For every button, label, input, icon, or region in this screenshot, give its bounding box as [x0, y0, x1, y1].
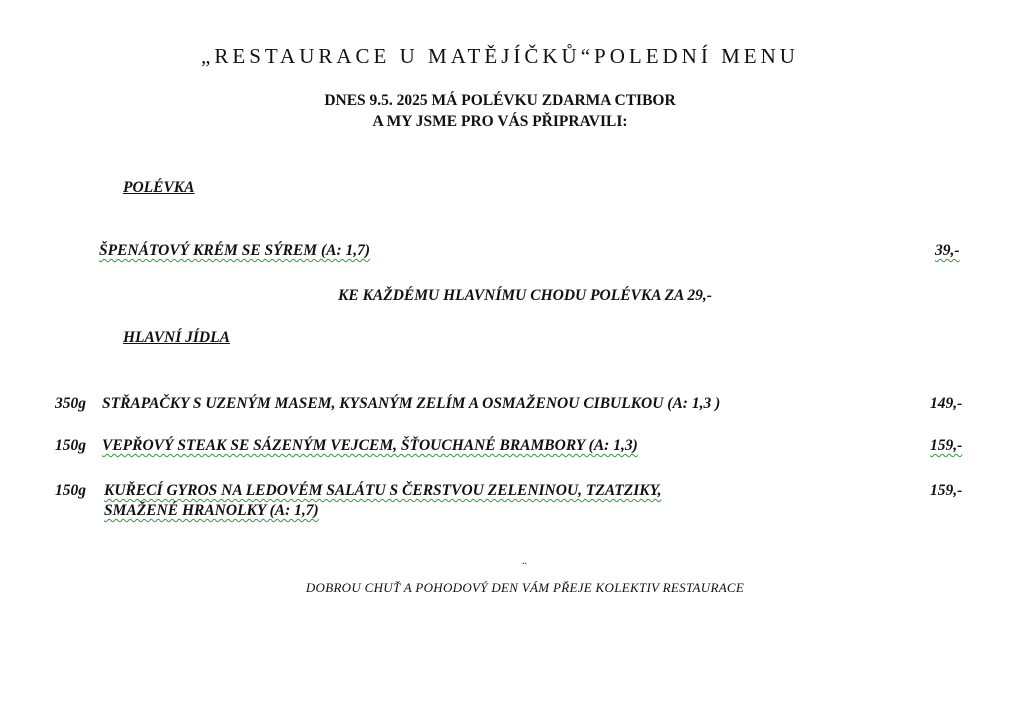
dish-name: STŘAPAČKY S UZENÝM MASEM, KYSANÝM ZELÍM A OSMAŽENOU CIBULKOU (A: 1,3 ): [102, 395, 721, 412]
dish-weight: 150g: [55, 482, 86, 499]
dish-price: 159,-: [930, 482, 963, 499]
footer-greeting: DOBROU CHUŤ A POHODOVÝ DEN VÁM PŘEJE KOLEKTIV RESTAURACE: [305, 580, 745, 595]
soup-note: KE KAŽDÉMU HLAVNÍMU CHODU POLÉVKA ZA 29,-: [338, 287, 712, 304]
intro-line-2: A MY JSME PRO VÁS PŘIPRAVILI:: [372, 113, 628, 130]
paragraph-marker: ..: [522, 556, 527, 567]
dish-name: KUŘECÍ GYROS NA LEDOVÉM SALÁTU S ČERSTVOU ZELENINOU, TZATZIKY,: [104, 482, 662, 499]
dish-name-continued: SMAŽENÉ HRANOLKY (A: 1,7): [104, 502, 319, 519]
dish-name: VEPŘOVÝ STEAK SE SÁZENÝM VEJCEM, ŠŤOUCHANÉ BRAMBORY (A: 1,3): [102, 437, 638, 454]
dish-price: 149,-: [930, 395, 963, 412]
soup-item-name: ŠPENÁTOVÝ KRÉM SE SÝREM (A: 1,7): [99, 242, 371, 259]
soup-heading: POLÉVKA: [123, 179, 195, 196]
dish-price: 159,-: [930, 437, 963, 454]
menu-title: „RESTAURACE U MATĚJÍČKŮ“POLEDNÍ MENU: [201, 44, 799, 68]
soup-item-price: 39,-: [935, 242, 960, 259]
intro-line-1: DNES 9.5. 2025 MÁ POLÉVKU ZDARMA CTIBOR: [324, 92, 676, 109]
main-dishes-heading: HLAVNÍ JÍDLA: [123, 329, 230, 346]
dish-weight: 350g: [55, 395, 86, 412]
dish-weight: 150g: [55, 437, 86, 454]
